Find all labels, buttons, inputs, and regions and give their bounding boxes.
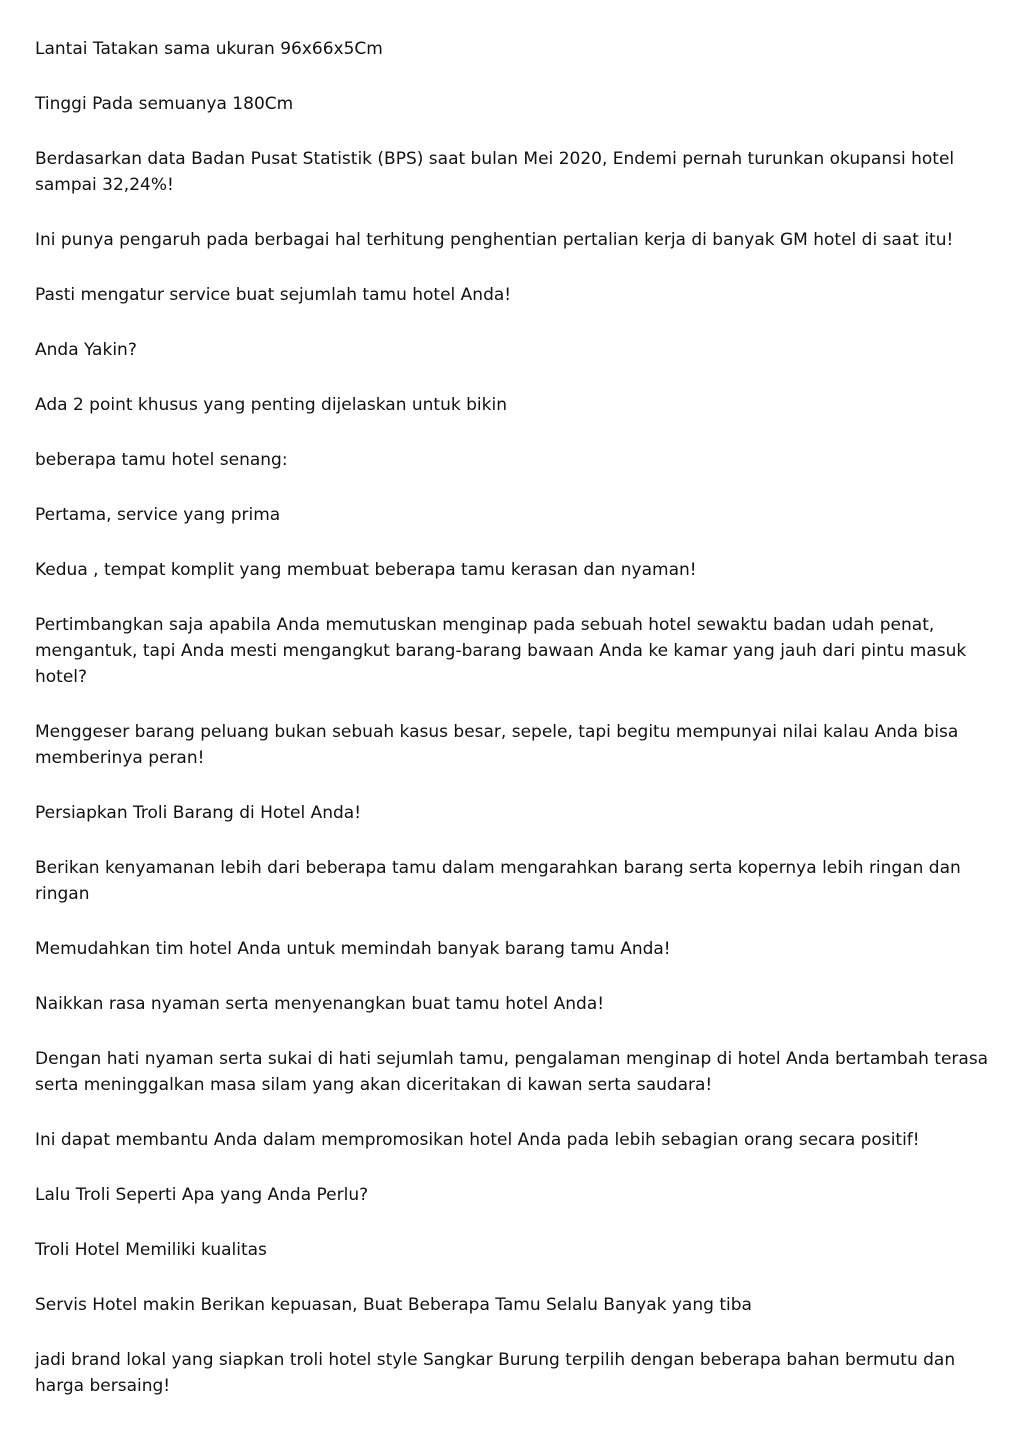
paragraph-10: Kedua , tempat komplit yang membuat beberapa tamu kerasan dan nyaman!: [35, 560, 697, 580]
paragraph-14: Berikan kenyamanan lebih dari beberapa tamu dalam mengarahkan barang serta kopernya lebih ringan dan ringan: [35, 858, 961, 904]
paragraph-7: Ada 2 point khusus yang penting dijelaskan untuk bikin: [35, 395, 507, 415]
paragraph-13: Persiapkan Troli Barang di Hotel Anda!: [35, 803, 362, 823]
paragraph-6: Anda Yakin?: [35, 340, 137, 360]
paragraph-8: beberapa tamu hotel senang:: [35, 450, 288, 470]
paragraph-3: Berdasarkan data Badan Pusat Statistik (BPS) saat bulan Mei 2020, Endemi pernah turunkan okupansi hotel sampai 32,24%!: [35, 149, 955, 195]
paragraph-4: Ini punya pengaruh pada berbagai hal terhitung penghentian pertalian kerja di banyak GM hotel di saat itu!: [35, 230, 954, 250]
paragraph-2: Tinggi Pada semuanya 180Cm: [35, 94, 294, 114]
paragraph-20: Troli Hotel Memiliki kualitas: [35, 1240, 267, 1260]
paragraph-18: Ini dapat membantu Anda dalam mempromosikan hotel Anda pada lebih sebagian orang secara positif!: [35, 1130, 920, 1150]
paragraph-1: Lantai Tatakan sama ukuran 96x66x5Cm: [35, 39, 383, 59]
paragraph-5: Pasti mengatur service buat sejumlah tamu hotel Anda!: [35, 285, 512, 305]
paragraph-11: Pertimbangkan saja apabila Anda memutuskan menginap pada sebuah hotel sewaktu badan udah penat, mengantuk, tapi Anda mesti mengangkut barang-barang bawaan Anda ke kamar yang jauh dari pintu masuk hotel?: [35, 615, 967, 687]
document-page: [35, 36, 995, 1428]
paragraph-12: Menggeser barang peluang bukan sebuah kasus besar, sepele, tapi begitu mempunyai nilai kalau Anda bisa memberinya peran!: [35, 722, 959, 768]
paragraph-22: jadi brand lokal yang siapkan troli hotel style Sangkar Burung terpilih dengan beberapa bahan bermutu dan harga bersaing!: [35, 1350, 956, 1396]
paragraph-15: Memudahkan tim hotel Anda untuk memindah banyak barang tamu Anda!: [35, 939, 671, 959]
paragraph-19: Lalu Troli Seperti Apa yang Anda Perlu?: [35, 1185, 369, 1205]
paragraph-16: Naikkan rasa nyaman serta menyenangkan buat tamu hotel Anda!: [35, 994, 605, 1014]
paragraph-17: Dengan hati nyaman serta sukai di hati sejumlah tamu, pengalaman menginap di hotel Anda bertambah terasa serta meninggalkan masa silam yang akan diceritakan di kawan serta saudara!: [35, 1049, 989, 1095]
paragraph-9: Pertama, service yang prima: [35, 505, 281, 525]
paragraph-21: Servis Hotel makin Berikan kepuasan, Buat Beberapa Tamu Selalu Banyak yang tiba: [35, 1295, 752, 1315]
